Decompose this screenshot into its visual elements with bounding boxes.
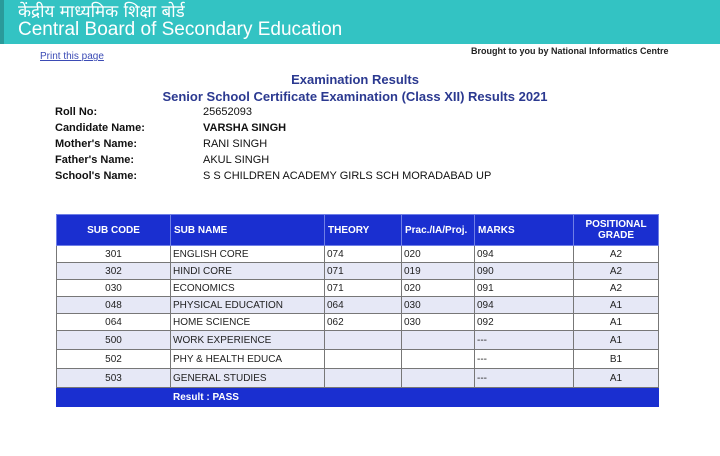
col-header-sub-name: SUB NAME: [171, 215, 325, 246]
result-row: [57, 388, 659, 407]
cell-code: 301: [57, 246, 171, 263]
cell-name: GENERAL STUDIES: [171, 369, 325, 388]
result-text: Result : PASS: [171, 388, 659, 407]
info-value: VARSHA SINGH: [203, 122, 287, 134]
cbse-banner: [0, 0, 720, 44]
banner-edge: [0, 0, 4, 44]
cell-marks: ---: [475, 331, 574, 350]
cell-marks: 094: [475, 297, 574, 314]
info-label: Roll No:: [55, 106, 98, 118]
cell-prac: [402, 350, 475, 369]
cell-grade: B1: [574, 350, 659, 369]
result-spacer: [57, 388, 171, 407]
table-row: [57, 369, 659, 388]
col-header-marks: MARKS: [475, 215, 574, 246]
cell-prac: 020: [402, 246, 475, 263]
cell-code: 064: [57, 314, 171, 331]
cell-grade: A1: [574, 297, 659, 314]
info-value: RANI SINGH: [203, 138, 268, 150]
cell-prac: 019: [402, 263, 475, 280]
brought-by-text: Brought to you by National Informatics Centre: [471, 46, 669, 56]
page-title: Examination Results: [291, 72, 419, 87]
cell-marks: 090: [475, 263, 574, 280]
cell-code: 048: [57, 297, 171, 314]
cell-code: 030: [57, 280, 171, 297]
cell-name: HOME SCIENCE: [171, 314, 325, 331]
info-value: AKUL SINGH: [203, 154, 270, 166]
cell-theory: 071: [325, 280, 402, 297]
info-value: 25652093: [203, 106, 252, 118]
cell-name: WORK EXPERIENCE: [171, 331, 325, 350]
cell-code: 503: [57, 369, 171, 388]
table-row: [57, 350, 659, 369]
cell-code: 500: [57, 331, 171, 350]
cell-marks: 094: [475, 246, 574, 263]
page-subtitle: Senior School Certificate Examination (Class XII) Results 2021: [162, 89, 548, 104]
cell-marks: 092: [475, 314, 574, 331]
cell-marks: ---: [475, 350, 574, 369]
table-row: [57, 246, 659, 263]
cell-theory: 074: [325, 246, 402, 263]
table-row: [57, 331, 659, 350]
info-label: Mother's Name:: [55, 138, 138, 150]
cell-grade: A1: [574, 331, 659, 350]
info-label: School's Name:: [55, 170, 138, 182]
cell-prac: 030: [402, 314, 475, 331]
cell-name: ENGLISH CORE: [171, 246, 325, 263]
table-row: [57, 263, 659, 280]
cell-grade: A1: [574, 314, 659, 331]
cell-prac: [402, 369, 475, 388]
col-header-grade: POSITIONAL GRADE: [574, 215, 659, 246]
cell-grade: A2: [574, 246, 659, 263]
cell-name: ECONOMICS: [171, 280, 325, 297]
cell-marks: 091: [475, 280, 574, 297]
cell-name: HINDI CORE: [171, 263, 325, 280]
cell-theory: 062: [325, 314, 402, 331]
cell-marks: ---: [475, 369, 574, 388]
cell-grade: A2: [574, 280, 659, 297]
table-row: [57, 314, 659, 331]
cell-name: PHY & HEALTH EDUCA: [171, 350, 325, 369]
table-header-row: [57, 215, 659, 246]
table-row: [57, 280, 659, 297]
col-header-theory: THEORY: [325, 215, 402, 246]
cell-theory: 071: [325, 263, 402, 280]
col-header-prac: Prac./IA/Proj.: [402, 215, 475, 246]
cell-code: 302: [57, 263, 171, 280]
english-title: Central Board of Secondary Education: [18, 19, 343, 40]
cell-code: 502: [57, 350, 171, 369]
info-value: S S CHILDREN ACADEMY GIRLS SCH MORADABAD UP: [203, 170, 492, 182]
print-link[interactable]: Print this page: [40, 51, 104, 62]
cell-theory: 064: [325, 297, 402, 314]
cell-theory: [325, 331, 402, 350]
cell-grade: A2: [574, 263, 659, 280]
cell-theory: [325, 369, 402, 388]
cell-theory: [325, 350, 402, 369]
cell-prac: [402, 331, 475, 350]
info-label: Candidate Name:: [55, 122, 145, 134]
table-row: [57, 297, 659, 314]
hindi-title: केंद्रीय माध्यमिक शिक्षा बोर्ड: [18, 2, 185, 22]
cell-prac: 030: [402, 297, 475, 314]
cell-name: PHYSICAL EDUCATION: [171, 297, 325, 314]
info-label: Father's Name:: [55, 154, 135, 166]
cell-grade: A1: [574, 369, 659, 388]
col-header-sub-code: SUB CODE: [57, 215, 171, 246]
cell-prac: 020: [402, 280, 475, 297]
results-table: [56, 214, 659, 407]
